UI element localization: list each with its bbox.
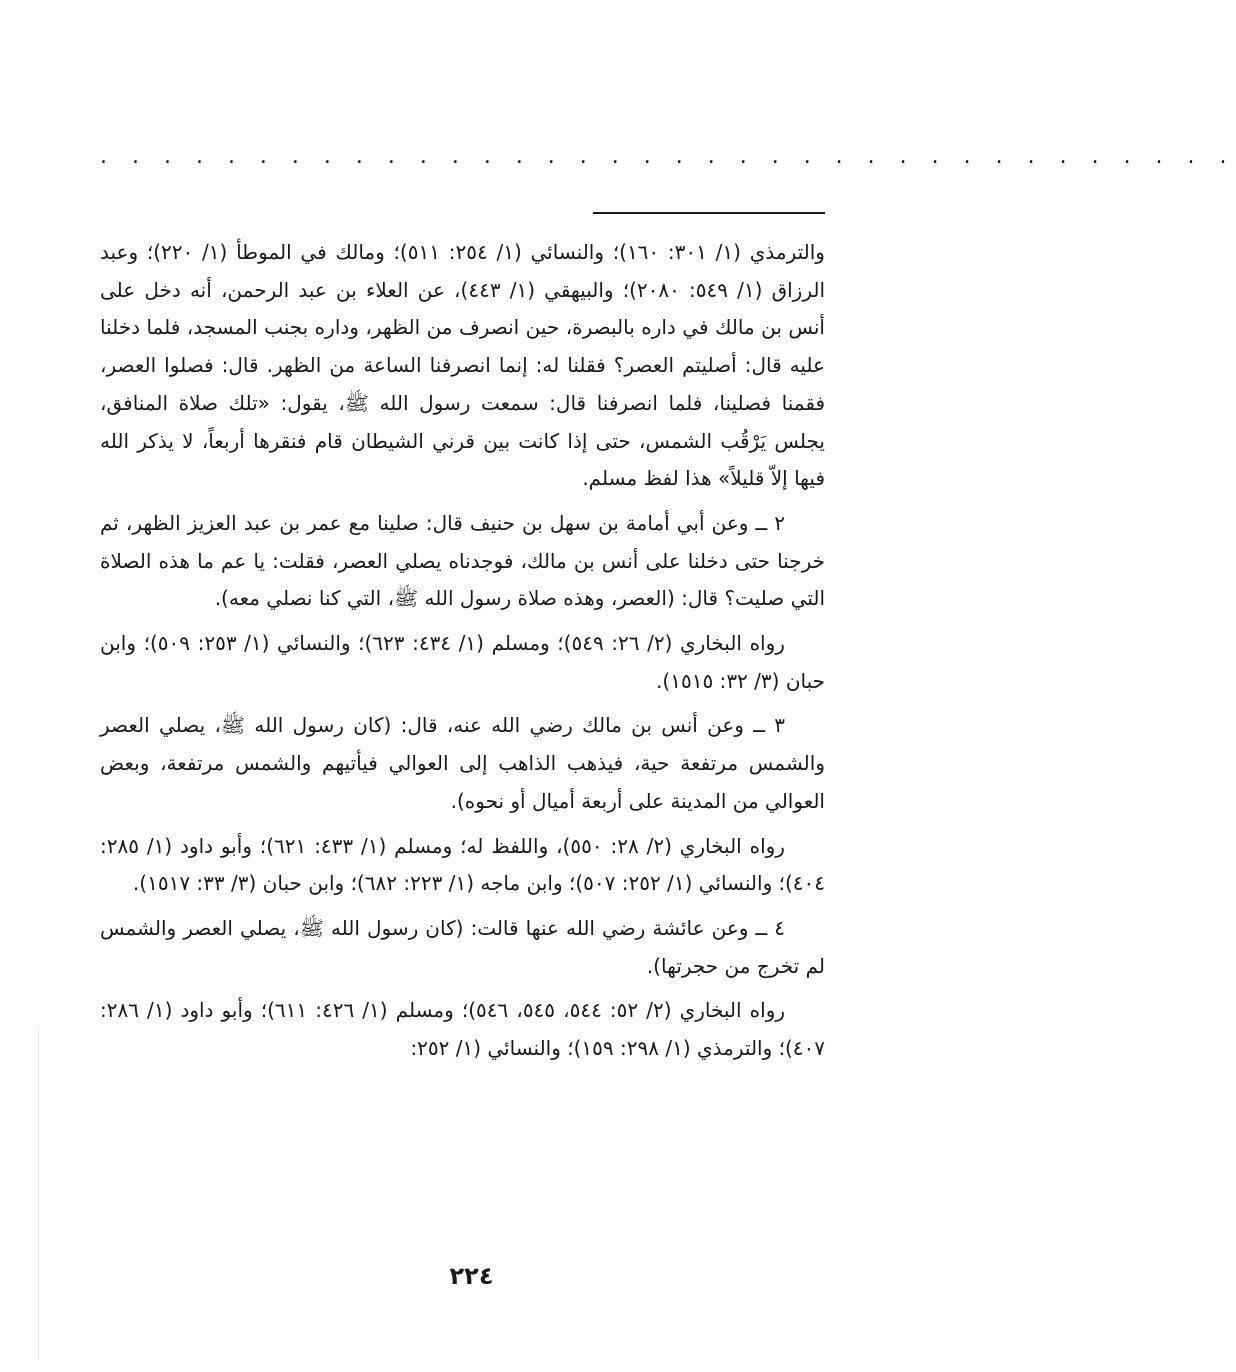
hadith-4-paragraph: ٤ ــ وعن عائشة رضي الله عنها قالت: (كان رسول الله ﷺ، يصلي العصر والشمس لم تخرج من حجرتها). xyxy=(100,915,825,978)
footnote-continuation-paragraph: والترمذي (١/ ٣٠١: ١٦٠)؛ والنسائي (١/ ٢٥٤: ٥١١)؛ ومالك في الموطأ (١/ ٢٢٠)؛ وعبد الرزاق (١/ ٥٤٩: ٢٠٨٠)؛ والبيهقي (١/ ٤٤٣)، عن العلاء بن عبد الرحمن، أنه دخل على أنس بن مالك في داره بالبصرة، حين انصرف من الظهر، وداره بجنب المسجد، فلما دخلنا عليه قال: أصليتم العصر؟ فقلنا له: إنما انصرفنا الساعة من الظهر. قال: فصلوا العصر، فقمنا فصلينا، فلما انصرفنا قال: سمعت رسول الله ﷺ، يقول: «تلك صلاة المنافق، يجلس يَرْقُب الشمس، حتى إذا كانت بين قرني الشيطان قام فنقرها أربعاً، لا يذكر الله فيها إلاّ قليلاً» هذا لفظ مسلم. xyxy=(100,240,826,491)
footnote-rule xyxy=(593,212,825,214)
dotted-separator: . . . . . . . . . . . . . . . . . . . . . . . . . . . . . . . . . . . . xyxy=(100,144,1236,169)
scan-edge-line xyxy=(38,1030,39,1360)
hadith-3-takhrij: رواه البخاري (٢/ ٢٨: ٥٥٠)، واللفظ له؛ ومسلم (١/ ٤٣٣: ٦٢١)؛ وأبو داود (١/ ٢٨٥: ٤٠٤)؛ والنسائي (١/ ٢٥٢: ٥٠٧)؛ وابن ماجه (١/ ٢٢٣: ٦٨٢)؛ وابن حبان (٣/ ٣٣: ١٥١٧). xyxy=(100,833,825,896)
hadith-3-paragraph: ٣ ــ وعن أنس بن مالك رضي الله عنه، قال: (كان رسول الله ﷺ، يصلي العصر والشمس مرتفعة حية، فيذهب الذاهب إلى العوالي فيأتيهم والشمس مرتفعة، وبعض العوالي من المدينة على أربعة أميال أو نحوه). xyxy=(100,713,825,813)
hadith-2-takhrij: رواه البخاري (٢/ ٢٦: ٥٤٩)؛ ومسلم (١/ ٤٣٤: ٦٢٣)؛ والنسائي (١/ ٢٥٣: ٥٠٩)؛ وابن حبان (٣/ ٣٢: ١٥١٥). xyxy=(100,631,825,693)
hadith-4-takhrij: رواه البخاري (٢/ ٥٢: ٥٤٤، ٥٤٥، ٥٤٦)؛ ومسلم (١/ ٤٢٦: ٦١١)؛ وأبو داود (١/ ٢٨٦: ٤٠٧)؛ والترمذي (١/ ٢٩٨: ١٥٩)؛ والنسائي (١/ ٢٥٢: xyxy=(100,998,825,1061)
page-number: ٢٢٤ xyxy=(449,1262,494,1290)
page-body-text xyxy=(100,234,825,1075)
hadith-2-paragraph: ٢ ــ وعن أبي أمامة بن سهل بن حنيف قال: صلينا مع عمر بن عبد العزيز الظهر، ثم خرجنا حتى دخلنا على أنس بن مالك، فوجدناه يصلي العصر، فقلت: يا عم ما هذه الصلاة التي صليت؟ قال: (العصر، وهذه صلاة رسول الله ﷺ، التي كنا نصلي معه). xyxy=(100,510,825,611)
